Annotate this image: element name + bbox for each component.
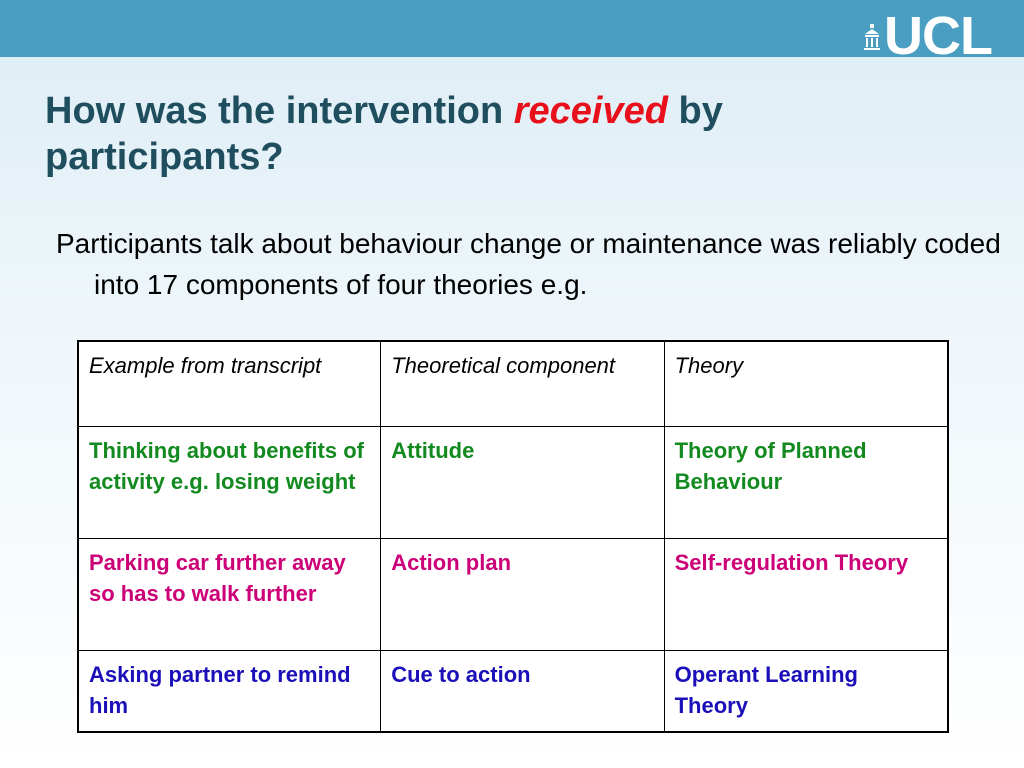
table-cell: Self-regulation Theory [664,539,948,651]
title-part2: by participants? [45,90,723,178]
ucl-logo [864,6,992,66]
portico-icon [864,24,880,50]
title-part1: How was the intervention [45,90,514,132]
title-emphasis: received [513,90,668,132]
theory-table [77,340,949,733]
table-cell: Theory of Planned Behaviour [664,427,948,539]
table-row [78,427,948,539]
table-cell: Asking partner to remind him [78,651,381,733]
table-cell: Attitude [381,427,664,539]
header-cell: Example from transcript [78,341,381,427]
table-cell: Action plan [381,539,664,651]
table-header-row [78,341,948,427]
logo-text: UCL [884,6,992,66]
table-cell: Parking car further away so has to walk further [78,539,381,651]
slide-title [45,88,945,180]
table-cell: Thinking about benefits of activity e.g. losing weight [78,427,381,539]
table-cell: Operant Learning Theory [664,651,948,733]
body-text: Participants talk about behaviour change or maintenance was reliably coded into 17 components of four theories e.g. [56,228,1001,300]
table-row [78,539,948,651]
table-row [78,651,948,733]
header-cell: Theoretical component [381,341,664,427]
table-cell: Cue to action [381,651,664,733]
header-cell: Theory [664,341,948,427]
